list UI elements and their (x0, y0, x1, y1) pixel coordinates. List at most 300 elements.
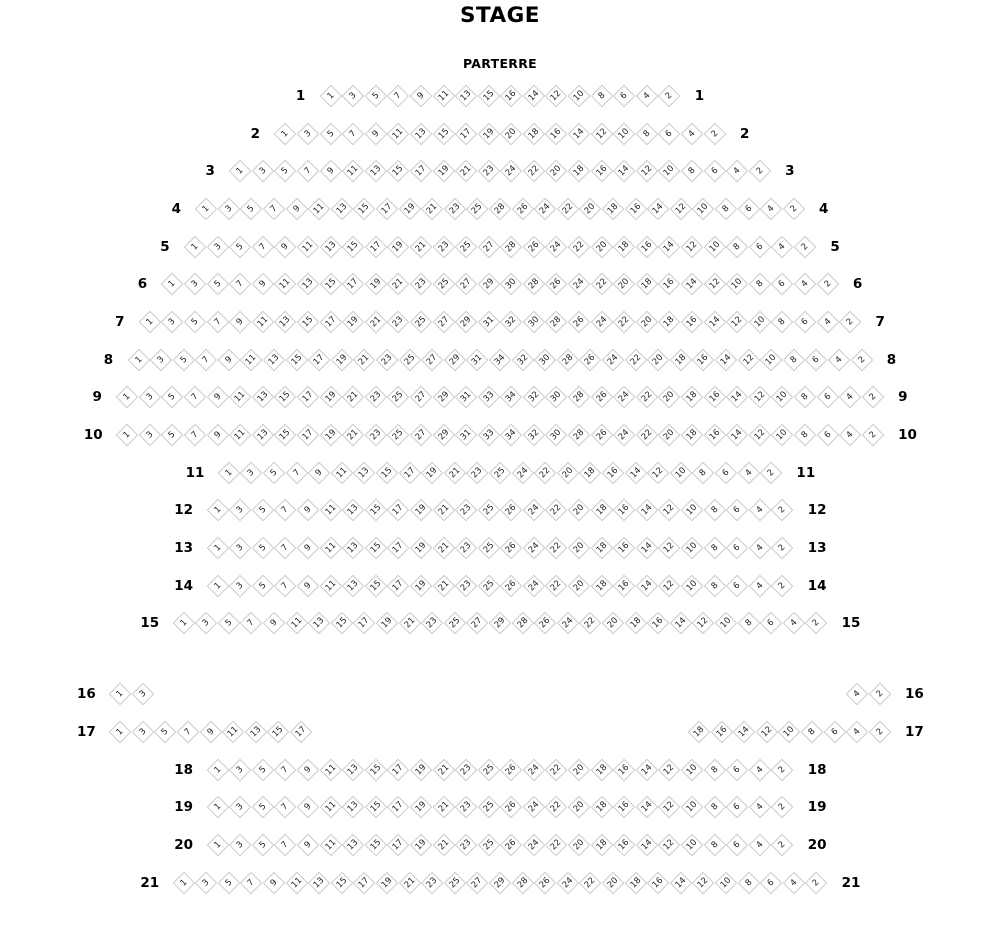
seat[interactable] (387, 311, 410, 334)
seat[interactable] (177, 721, 200, 744)
seat[interactable] (500, 85, 523, 108)
seat[interactable] (432, 311, 455, 334)
seat[interactable] (466, 348, 489, 371)
seat[interactable] (500, 160, 523, 183)
seat[interactable] (364, 85, 387, 108)
seat[interactable] (319, 758, 342, 781)
seat[interactable] (398, 871, 421, 894)
seat[interactable] (410, 574, 433, 597)
seat[interactable] (432, 834, 455, 857)
seat[interactable] (500, 273, 523, 296)
seat[interactable] (319, 796, 342, 819)
seat[interactable] (364, 273, 387, 296)
seat[interactable] (771, 311, 794, 334)
seat[interactable] (410, 796, 433, 819)
seat[interactable] (376, 461, 399, 484)
seat[interactable] (285, 461, 308, 484)
seat[interactable] (624, 348, 647, 371)
seat[interactable] (319, 235, 342, 258)
seat[interactable] (523, 311, 546, 334)
seat[interactable] (590, 85, 613, 108)
seat[interactable] (229, 311, 252, 334)
seat[interactable] (602, 612, 625, 635)
seat[interactable] (455, 574, 478, 597)
seat[interactable] (109, 683, 132, 706)
seat[interactable] (568, 160, 591, 183)
seat[interactable] (624, 461, 647, 484)
seat[interactable] (161, 424, 184, 447)
seat[interactable] (669, 198, 692, 221)
seat[interactable] (466, 198, 489, 221)
seat[interactable] (839, 386, 862, 409)
seat[interactable] (647, 612, 670, 635)
seat[interactable] (274, 386, 297, 409)
seat[interactable] (477, 160, 500, 183)
seat[interactable] (251, 758, 274, 781)
seat[interactable] (195, 198, 218, 221)
seat[interactable] (681, 273, 704, 296)
seat[interactable] (432, 160, 455, 183)
seat[interactable] (477, 834, 500, 857)
seat[interactable] (342, 85, 365, 108)
seat[interactable] (658, 424, 681, 447)
seat[interactable] (308, 348, 331, 371)
seat[interactable] (342, 499, 365, 522)
seat[interactable] (364, 834, 387, 857)
seat[interactable] (297, 235, 320, 258)
seat[interactable] (613, 386, 636, 409)
seat[interactable] (353, 612, 376, 635)
seat[interactable] (297, 311, 320, 334)
seat[interactable] (455, 424, 478, 447)
seat[interactable] (206, 834, 229, 857)
seat[interactable] (319, 311, 342, 334)
seat[interactable] (477, 311, 500, 334)
seat[interactable] (410, 122, 433, 145)
seat[interactable] (308, 198, 331, 221)
seat[interactable] (816, 386, 839, 409)
seat[interactable] (703, 758, 726, 781)
seat[interactable] (489, 871, 512, 894)
seat[interactable] (410, 758, 433, 781)
seat[interactable] (297, 537, 320, 560)
seat[interactable] (240, 871, 263, 894)
seat[interactable] (726, 273, 749, 296)
seat[interactable] (771, 235, 794, 258)
seat[interactable] (703, 424, 726, 447)
seat[interactable] (778, 721, 801, 744)
seat[interactable] (466, 612, 489, 635)
seat[interactable] (794, 424, 817, 447)
seat[interactable] (579, 461, 602, 484)
seat[interactable] (715, 198, 738, 221)
seat[interactable] (749, 834, 772, 857)
seat[interactable] (319, 537, 342, 560)
seat[interactable] (342, 796, 365, 819)
seat[interactable] (534, 612, 557, 635)
seat[interactable] (658, 796, 681, 819)
seat[interactable] (319, 386, 342, 409)
seat[interactable] (703, 122, 726, 145)
seat[interactable] (245, 721, 268, 744)
seat[interactable] (805, 348, 828, 371)
seat[interactable] (172, 871, 195, 894)
seat[interactable] (364, 122, 387, 145)
seat[interactable] (534, 198, 557, 221)
seat[interactable] (828, 348, 851, 371)
seat[interactable] (229, 273, 252, 296)
seat[interactable] (319, 160, 342, 183)
seat[interactable] (658, 273, 681, 296)
seat[interactable] (590, 273, 613, 296)
seat[interactable] (850, 348, 873, 371)
seat[interactable] (749, 160, 772, 183)
seat[interactable] (364, 574, 387, 597)
seat[interactable] (274, 311, 297, 334)
seat[interactable] (658, 85, 681, 108)
seat[interactable] (138, 424, 161, 447)
seat[interactable] (432, 122, 455, 145)
seat[interactable] (590, 160, 613, 183)
seat[interactable] (823, 721, 846, 744)
seat[interactable] (229, 235, 252, 258)
seat[interactable] (568, 122, 591, 145)
seat[interactable] (364, 160, 387, 183)
seat[interactable] (816, 424, 839, 447)
seat[interactable] (545, 424, 568, 447)
seat[interactable] (703, 311, 726, 334)
seat[interactable] (274, 122, 297, 145)
seat[interactable] (421, 612, 444, 635)
seat[interactable] (319, 273, 342, 296)
seat[interactable] (523, 160, 546, 183)
seat[interactable] (331, 461, 354, 484)
seat[interactable] (523, 85, 546, 108)
seat[interactable] (387, 122, 410, 145)
seat[interactable] (331, 348, 354, 371)
seat[interactable] (387, 85, 410, 108)
seat[interactable] (274, 574, 297, 597)
seat[interactable] (342, 386, 365, 409)
seat[interactable] (613, 85, 636, 108)
seat[interactable] (319, 499, 342, 522)
seat[interactable] (443, 461, 466, 484)
seat[interactable] (749, 273, 772, 296)
seat[interactable] (319, 424, 342, 447)
seat[interactable] (342, 273, 365, 296)
seat[interactable] (568, 834, 591, 857)
seat[interactable] (342, 758, 365, 781)
seat[interactable] (681, 160, 704, 183)
seat[interactable] (489, 198, 512, 221)
seat[interactable] (703, 273, 726, 296)
seat[interactable] (297, 758, 320, 781)
seat[interactable] (636, 424, 659, 447)
seat[interactable] (206, 235, 229, 258)
seat[interactable] (443, 871, 466, 894)
seat[interactable] (568, 235, 591, 258)
seat[interactable] (455, 499, 478, 522)
seat[interactable] (455, 834, 478, 857)
seat[interactable] (132, 683, 155, 706)
seat[interactable] (229, 834, 252, 857)
seat[interactable] (229, 424, 252, 447)
seat[interactable] (590, 537, 613, 560)
seat[interactable] (715, 871, 738, 894)
seat[interactable] (590, 499, 613, 522)
seat[interactable] (613, 311, 636, 334)
seat[interactable] (290, 721, 313, 744)
seat[interactable] (647, 348, 670, 371)
seat[interactable] (669, 612, 692, 635)
seat[interactable] (545, 537, 568, 560)
seat[interactable] (681, 537, 704, 560)
seat[interactable] (297, 796, 320, 819)
seat[interactable] (387, 424, 410, 447)
seat[interactable] (868, 683, 891, 706)
seat[interactable] (274, 160, 297, 183)
seat[interactable] (613, 574, 636, 597)
seat[interactable] (545, 758, 568, 781)
seat[interactable] (477, 758, 500, 781)
seat[interactable] (726, 758, 749, 781)
seat[interactable] (285, 348, 308, 371)
seat[interactable] (477, 537, 500, 560)
seat[interactable] (116, 386, 139, 409)
seat[interactable] (500, 574, 523, 597)
seat[interactable] (443, 348, 466, 371)
seat[interactable] (364, 424, 387, 447)
seat[interactable] (715, 348, 738, 371)
seat[interactable] (636, 160, 659, 183)
seat[interactable] (703, 574, 726, 597)
seat[interactable] (455, 273, 478, 296)
seat[interactable] (387, 574, 410, 597)
seat[interactable] (568, 796, 591, 819)
seat[interactable] (545, 499, 568, 522)
seat[interactable] (342, 424, 365, 447)
seat[interactable] (477, 796, 500, 819)
seat[interactable] (771, 386, 794, 409)
seat[interactable] (421, 198, 444, 221)
seat[interactable] (755, 721, 778, 744)
seat[interactable] (387, 834, 410, 857)
seat[interactable] (342, 574, 365, 597)
seat[interactable] (184, 311, 207, 334)
seat[interactable] (251, 386, 274, 409)
seat[interactable] (658, 574, 681, 597)
seat[interactable] (477, 574, 500, 597)
seat[interactable] (568, 424, 591, 447)
seat[interactable] (737, 198, 760, 221)
seat[interactable] (760, 198, 783, 221)
seat[interactable] (132, 721, 155, 744)
seat[interactable] (455, 537, 478, 560)
seat[interactable] (342, 235, 365, 258)
seat[interactable] (206, 537, 229, 560)
seat[interactable] (749, 424, 772, 447)
seat[interactable] (387, 796, 410, 819)
seat[interactable] (274, 796, 297, 819)
seat[interactable] (455, 758, 478, 781)
seat[interactable] (556, 871, 579, 894)
seat[interactable] (172, 348, 195, 371)
seat[interactable] (681, 424, 704, 447)
seat[interactable] (782, 612, 805, 635)
seat[interactable] (556, 461, 579, 484)
seat[interactable] (545, 834, 568, 857)
seat[interactable] (613, 273, 636, 296)
seat[interactable] (297, 160, 320, 183)
seat[interactable] (749, 574, 772, 597)
seat[interactable] (523, 574, 546, 597)
seat[interactable] (658, 311, 681, 334)
seat[interactable] (737, 348, 760, 371)
seat[interactable] (251, 574, 274, 597)
seat[interactable] (229, 499, 252, 522)
seat[interactable] (636, 311, 659, 334)
seat[interactable] (523, 796, 546, 819)
seat[interactable] (364, 386, 387, 409)
seat[interactable] (410, 235, 433, 258)
seat[interactable] (703, 834, 726, 857)
seat[interactable] (229, 574, 252, 597)
seat[interactable] (240, 198, 263, 221)
seat[interactable] (127, 348, 150, 371)
seat[interactable] (410, 160, 433, 183)
seat[interactable] (410, 85, 433, 108)
seat[interactable] (331, 871, 354, 894)
seat[interactable] (263, 461, 286, 484)
seat[interactable] (477, 273, 500, 296)
seat[interactable] (387, 537, 410, 560)
seat[interactable] (489, 348, 512, 371)
seat[interactable] (692, 871, 715, 894)
seat[interactable] (251, 235, 274, 258)
seat[interactable] (319, 85, 342, 108)
seat[interactable] (658, 834, 681, 857)
seat[interactable] (376, 348, 399, 371)
seat[interactable] (398, 612, 421, 635)
seat[interactable] (545, 386, 568, 409)
seat[interactable] (801, 721, 824, 744)
seat[interactable] (602, 461, 625, 484)
seat[interactable] (432, 796, 455, 819)
seat[interactable] (726, 574, 749, 597)
seat[interactable] (545, 796, 568, 819)
seat[interactable] (432, 235, 455, 258)
seat[interactable] (726, 311, 749, 334)
seat[interactable] (771, 796, 794, 819)
seat[interactable] (816, 311, 839, 334)
seat[interactable] (297, 499, 320, 522)
seat[interactable] (500, 834, 523, 857)
seat[interactable] (749, 235, 772, 258)
seat[interactable] (545, 160, 568, 183)
seat[interactable] (613, 758, 636, 781)
seat[interactable] (274, 758, 297, 781)
seat[interactable] (410, 311, 433, 334)
seat[interactable] (364, 537, 387, 560)
seat[interactable] (681, 834, 704, 857)
seat[interactable] (319, 574, 342, 597)
seat[interactable] (172, 612, 195, 635)
seat[interactable] (782, 871, 805, 894)
seat[interactable] (364, 311, 387, 334)
seat[interactable] (274, 834, 297, 857)
seat[interactable] (432, 424, 455, 447)
seat[interactable] (613, 424, 636, 447)
seat[interactable] (613, 235, 636, 258)
seat[interactable] (410, 424, 433, 447)
seat[interactable] (206, 386, 229, 409)
seat[interactable] (218, 348, 241, 371)
seat[interactable] (749, 758, 772, 781)
seat[interactable] (568, 85, 591, 108)
seat[interactable] (455, 311, 478, 334)
seat[interactable] (590, 796, 613, 819)
seat[interactable] (251, 311, 274, 334)
seat[interactable] (342, 537, 365, 560)
seat[interactable] (263, 348, 286, 371)
seat[interactable] (263, 198, 286, 221)
seat[interactable] (308, 461, 331, 484)
seat[interactable] (251, 537, 274, 560)
seat[interactable] (285, 612, 308, 635)
seat[interactable] (342, 160, 365, 183)
seat[interactable] (590, 235, 613, 258)
seat[interactable] (760, 612, 783, 635)
seat[interactable] (206, 273, 229, 296)
seat[interactable] (658, 537, 681, 560)
seat[interactable] (726, 424, 749, 447)
seat[interactable] (861, 424, 884, 447)
seat[interactable] (782, 348, 805, 371)
seat[interactable] (218, 871, 241, 894)
seat[interactable] (500, 424, 523, 447)
seat[interactable] (218, 198, 241, 221)
seat[interactable] (545, 311, 568, 334)
seat[interactable] (161, 386, 184, 409)
seat[interactable] (523, 235, 546, 258)
seat[interactable] (523, 537, 546, 560)
seat[interactable] (545, 85, 568, 108)
seat[interactable] (624, 198, 647, 221)
seat[interactable] (376, 871, 399, 894)
seat[interactable] (846, 683, 869, 706)
seat[interactable] (545, 574, 568, 597)
seat[interactable] (229, 160, 252, 183)
seat[interactable] (794, 273, 817, 296)
seat[interactable] (636, 499, 659, 522)
seat[interactable] (636, 796, 659, 819)
seat[interactable] (737, 871, 760, 894)
seat[interactable] (523, 424, 546, 447)
seat[interactable] (319, 834, 342, 857)
seat[interactable] (308, 612, 331, 635)
seat[interactable] (398, 198, 421, 221)
seat[interactable] (523, 386, 546, 409)
seat[interactable] (263, 871, 286, 894)
seat[interactable] (511, 871, 534, 894)
seat[interactable] (432, 537, 455, 560)
seat[interactable] (477, 235, 500, 258)
seat[interactable] (681, 574, 704, 597)
seat[interactable] (443, 198, 466, 221)
seat[interactable] (432, 758, 455, 781)
seat[interactable] (218, 612, 241, 635)
seat[interactable] (692, 348, 715, 371)
